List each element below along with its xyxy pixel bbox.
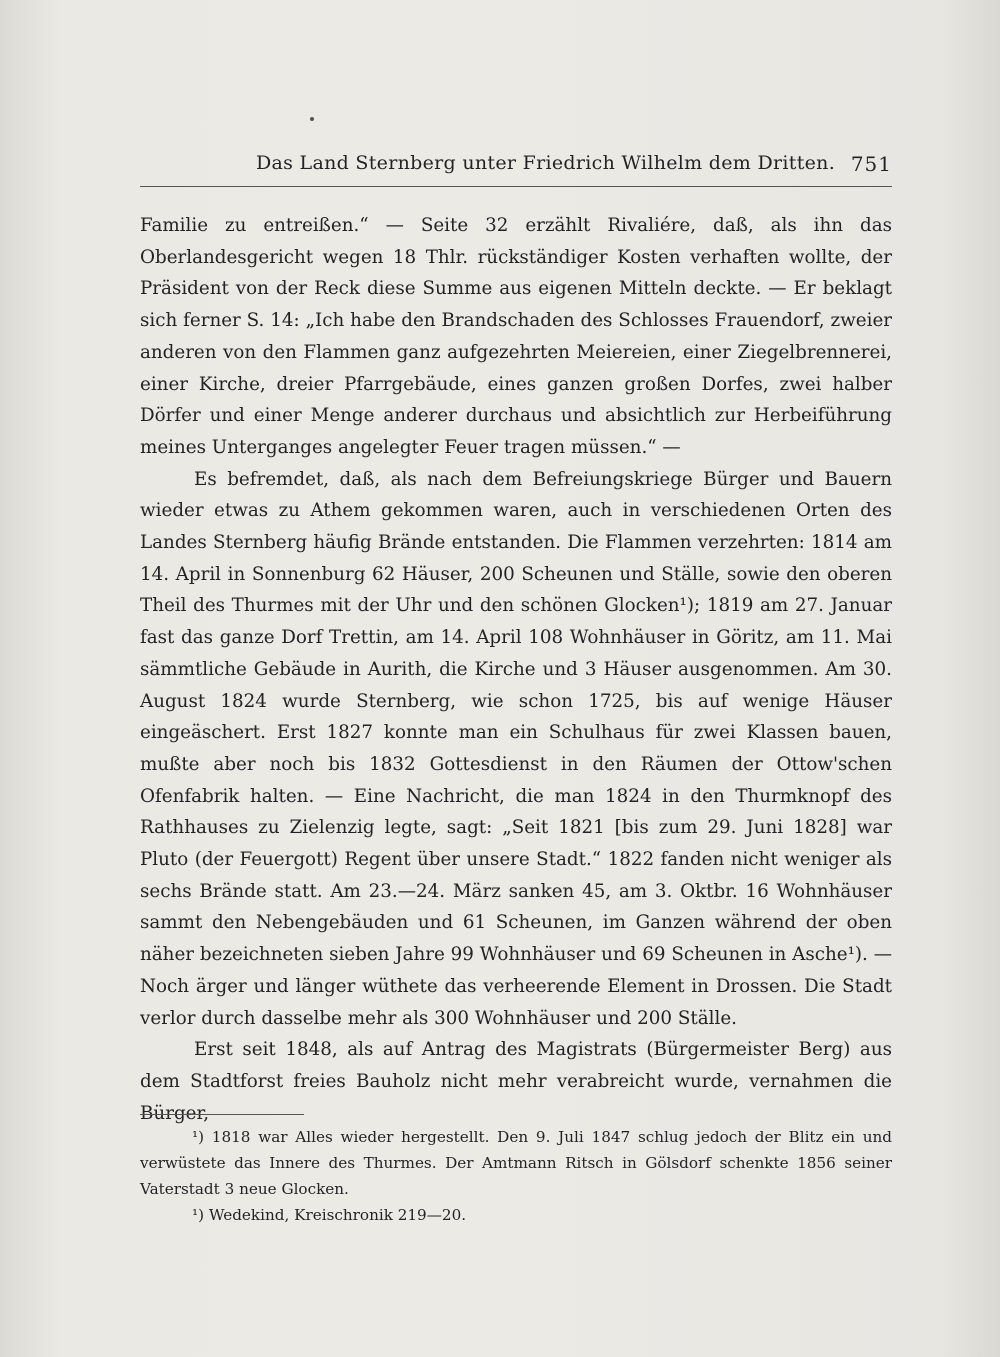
footnote-2: ¹) Wedekind, Kreischronik 219—20.	[192, 1206, 467, 1224]
footnotes	[140, 1124, 892, 1228]
main-text	[140, 210, 892, 1129]
print-speck	[310, 117, 314, 121]
paragraph-3: Erst seit 1848, als auf Antrag des Magistrats (Bürgermeister Berg) aus dem Stadtforst freies Bauholz nicht mehr verabreicht wurde, vernahmen die Bürger,	[140, 1039, 892, 1124]
footnote-1: ¹) 1818 war Alles wieder hergestellt. Den 9. Juli 1847 schlug jedoch der Blitz ein und verwüstete das Innere des Thurmes. Der Amtmann Ritsch in Gölsdorf schenkte 1856 seiner Vaterstadt 3 neue Glocken.	[140, 1128, 892, 1198]
page-number: 751	[850, 152, 892, 176]
running-title: Das Land Sternberg unter Friedrich Wilhelm dem Dritten.	[256, 152, 836, 174]
page-header	[140, 150, 892, 187]
paragraph-1: Familie zu entreißen.“ — Seite 32 erzählt Rivaliére, daß, als ihn das Oberlandesgericht wegen 18 Thlr. rückständiger Kosten verhaften wollte, der Präsident von der Reck diese Summe aus eigenen Mitteln deckte. — Er beklagt sich ferner S. 14: „Ich habe den Brandschaden des Schlosses Frauendorf, zweier anderen von den Flammen ganz aufgezehrten Meiereien, einer Ziegelbrennerei, einer Kirche, dreier Pfarrgebäude, eines ganzen großen Dorfes, zwei halber Dörfer und einer Menge anderer durchaus und absichtlich zur Herbeiführung meines Unterganges angelegter Feuer tragen müssen.“ —	[140, 215, 892, 458]
paragraph-2: Es befremdet, daß, als nach dem Befreiungskriege Bürger und Bauern wieder etwas zu Athem gekommen waren, auch in verschiedenen Orten des Landes Sternberg häufig Brände entstanden. Die Flammen verzehrten: 1814 am 14. April in Sonnenburg 62 Häuser, 200 Scheunen und Ställe, sowie den oberen Theil des Thurmes mit der Uhr und den schönen Glocken¹); 1819 am 27. Januar fast das ganze Dorf Trettin, am 14. April 108 Wohnhäuser in Göritz, am 11. Mai sämmtliche Gebäude in Aurith, die Kirche und 3 Häuser ausgenommen. Am 30. August 1824 wurde Sternberg, wie schon 1725, bis auf wenige Häuser eingeäschert. Erst 1827 konnte man ein Schulhaus für zwei Klassen bauen, mußte aber noch bis 1832 Gottesdienst in den Räumen der Ottow'schen Ofenfabrik halten. — Eine Nachricht, die man 1824 in den Thurmknopf des Rathhauses zu Zielenzig legte, sagt: „Seit 1821 [bis zum 29. Juni 1828] war Pluto (der Feuergott) Regent über unsere Stadt.“ 1822 fanden nicht weniger als sechs Brände statt. Am 23.—24. März sanken 45, am 3. Oktbr. 16 Wohnhäuser sammt den Nebengebäuden und 61 Scheunen, im Ganzen während der oben näher bezeichneten sieben Jahre 99 Wohnhäuser und 69 Scheunen in Asche¹). — Noch ärger und länger wüthete das verheerende Element in Drossen. Die Stadt verlor durch dasselbe mehr als 300 Wohnhäuser und 200 Ställe.	[140, 468, 892, 1029]
footnote-separator	[140, 1114, 304, 1115]
